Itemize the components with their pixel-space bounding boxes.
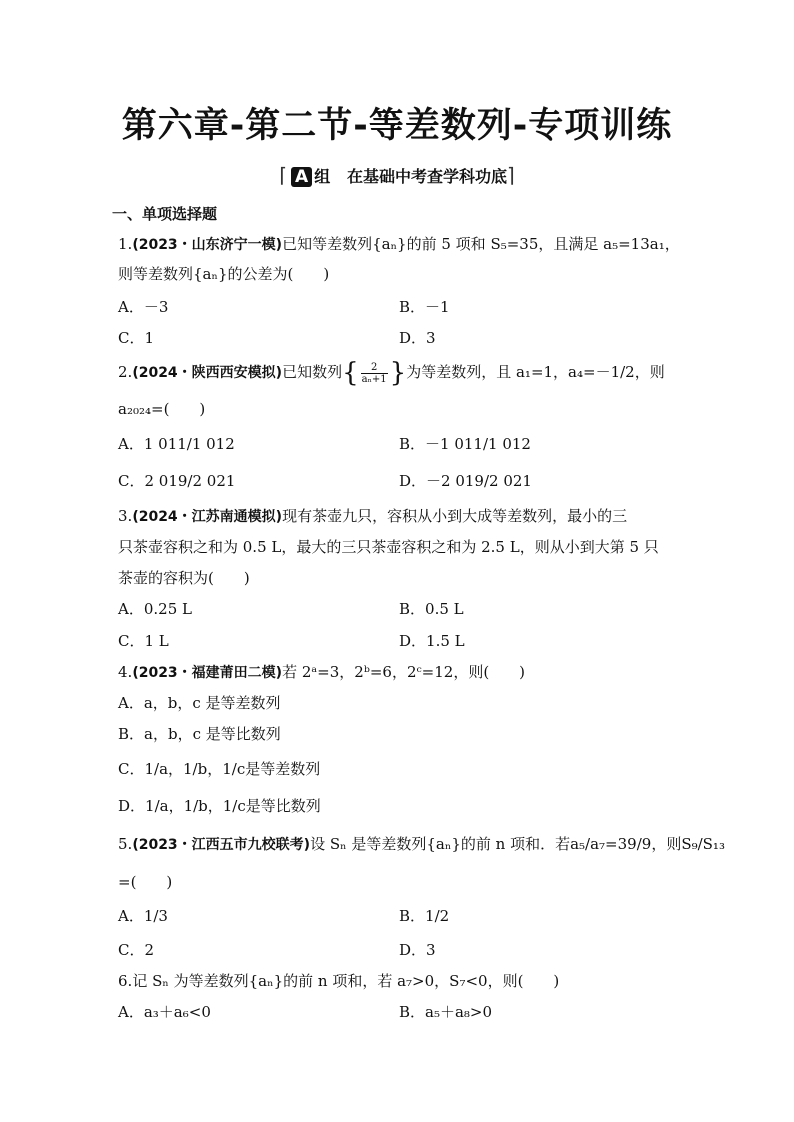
q2-stem-b: 为等差数列，且 a₁=1，a₄=－1/2，则 [406,363,665,381]
q1-source: (2023・山东济宁一模) [132,237,283,253]
q3-text1: 现有茶壶九只，容积从小到大成等差数列，最小的三 [282,507,628,525]
q2-line1 [118,358,665,388]
q1-option-b: B．－1 [399,298,450,316]
q1-option-c: C．1 [118,329,155,347]
q6-line1 [118,970,559,991]
q2-frac-num: 2 [361,362,388,374]
q5-option-d: D．3 [399,941,436,959]
q3-option-a: A．0.25 L [118,600,192,618]
q5-line1 [118,833,725,854]
q3-source: (2024・江苏南通模拟) [132,509,283,525]
q4-text1: 若 2ᵃ=3，2ᵇ=6，2ᶜ=12，则( ) [282,663,526,681]
q1-line2: 则等差数列{aₙ}的公差为( ) [118,265,330,283]
q5-number: 5. [118,835,133,853]
page-title: 第六章-第二节-等差数列-专项训练 [121,106,673,146]
q4-option-d: D．1/a，1/b，1/c是等比数列 [118,797,321,815]
q1-option-a: A．－3 [118,298,169,316]
q2-option-d: D．－2 019/2 021 [399,472,532,490]
q1-line1 [118,233,680,254]
q2-source: (2024・陕西西安模拟) [132,365,283,381]
q3-number: 3. [118,507,133,525]
section-heading: 一、单项选择题 [112,205,218,223]
left-bracket-icon: ⌈ [279,163,288,187]
q4-option-c: C．1/a，1/b，1/c是等差数列 [118,760,321,778]
q1-text1: 已知等差数列{aₙ}的前 5 项和 S₅=35，且满足 a₅=13a₁， [282,235,680,253]
q1-number: 1. [118,235,133,253]
q3-line2: 只茶壶容积之和为 0.5 L，最大的三只茶壶容积之和为 2.5 L，则从小到大第 5 只 [118,538,659,556]
right-bracket-icon: ⌉ [506,163,515,187]
q3-option-b: B．0.5 L [399,600,464,618]
q4-line1 [118,661,525,682]
q2-stem-a: 已知数列 [282,363,343,381]
q2-option-a: A．1 011/1 012 [118,435,235,453]
group-banner [0,163,794,187]
q2-fraction [361,362,388,385]
q5-option-c: C．2 [118,941,155,959]
q6-option-a: A．a₃＋a₆<0 [118,1003,211,1021]
group-label: 组 [314,167,331,186]
q5-text1: 设 Sₙ 是等差数列{aₙ}的前 n 项和．若a₅/a₇=39/9，则S₉/S₁₃ [310,835,725,853]
q4-source: (2023・福建莆田二模) [132,665,283,681]
q2-frac-den: aₙ+1 [361,373,387,385]
q2-line2: a₂₀₂₄=( ) [118,400,206,418]
q2-number: 2. [118,363,133,381]
q6-option-b: B．a₅＋a₈>0 [399,1003,493,1021]
q5-source: (2023・江西五市九校联考) [132,837,311,853]
q4-number: 4. [118,663,133,681]
q4-option-a: A．a，b，c 是等差数列 [118,694,281,712]
right-brace-icon: } [389,358,407,388]
group-badge: A [291,167,312,187]
q1-option-d: D．3 [399,329,436,347]
q6-text1: 记 Sₙ 为等差数列{aₙ}的前 n 项和，若 a₇>0，S₇<0，则( ) [132,972,560,990]
q3-option-c: C．1 L [118,632,169,650]
q5-option-a: A．1/3 [118,907,168,925]
q2-option-b: B．－1 011/1 012 [399,435,531,453]
group-text: 在基础中考查学科功底 [346,167,507,186]
q2-option-c: C．2 019/2 021 [118,472,236,490]
q3-line3: 茶壶的容积为( ) [118,569,250,587]
q5-line2: =( ) [118,873,173,891]
q3-option-d: D．1.5 L [399,632,465,650]
q3-line1 [118,505,627,526]
q5-option-b: B．1/2 [399,907,450,925]
q4-option-b: B．a，b，c 是等比数列 [118,725,281,743]
q6-number: 6. [118,972,133,990]
left-brace-icon: { [342,358,359,388]
